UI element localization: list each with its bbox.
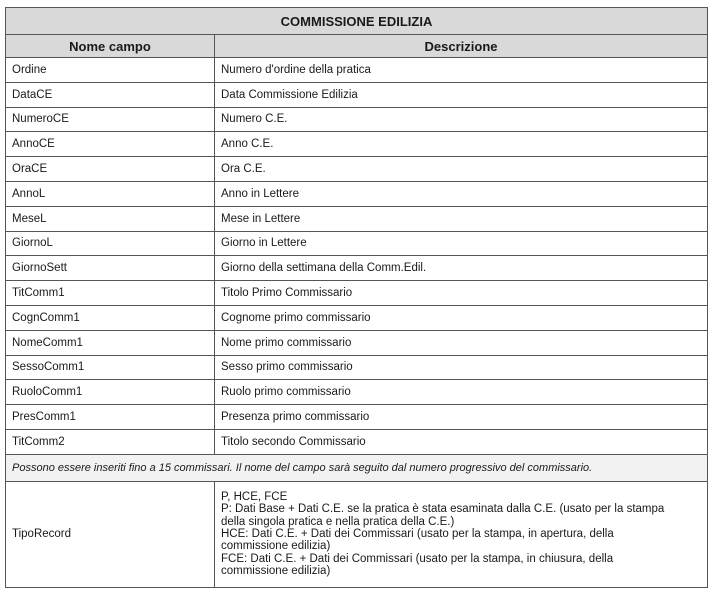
table-row <box>6 429 708 454</box>
field-name-cell: AnnoCE <box>6 132 215 157</box>
field-description-cell: Data Commissione Edilizia <box>215 82 708 107</box>
table-row <box>6 206 708 231</box>
table-row <box>6 405 708 430</box>
field-description-cell: Ruolo primo commissario <box>215 380 708 405</box>
table-row <box>6 58 708 83</box>
field-description-cell: Sesso primo commissario <box>215 355 708 380</box>
note-text: Possono essere inseriti fino a 15 commissari. Il nome del campo sarà seguito dal numero progressivo del commissario. <box>6 454 708 481</box>
field-name-cell: GiornoSett <box>6 256 215 281</box>
field-name-cell: OraCE <box>6 157 215 182</box>
field-description-cell: Ora C.E. <box>215 157 708 182</box>
table-row <box>6 355 708 380</box>
table-body <box>6 58 708 588</box>
table-row <box>6 181 708 206</box>
field-name-cell: NomeComm1 <box>6 330 215 355</box>
description-line: P, HCE, FCE <box>221 490 288 503</box>
table-row <box>6 305 708 330</box>
table-row <box>6 231 708 256</box>
table-row-tiporecord <box>6 481 708 587</box>
field-description-cell: Anno C.E. <box>215 132 708 157</box>
field-name-cell: Ordine <box>6 58 215 83</box>
field-name-cell: SessoComm1 <box>6 355 215 380</box>
field-name-cell: TipoRecord <box>6 481 215 587</box>
field-description-cell: Presenza primo commissario <box>215 405 708 430</box>
table-header-row <box>6 35 708 58</box>
field-description-cell: Nome primo commissario <box>215 330 708 355</box>
column-header-descrizione: Descrizione <box>215 35 708 58</box>
note-row <box>6 454 708 481</box>
field-description-cell: Numero d'ordine della pratica <box>215 58 708 83</box>
description-line: P: Dati Base + Dati C.E. se la pratica è stata esaminata dalla C.E. (usato per la stampa <box>221 503 665 516</box>
description-line: FCE: Dati C.E. + Dati dei Commissari (usato per la stampa, in chiusura, della <box>221 552 614 565</box>
column-header-nome-campo: Nome campo <box>6 35 215 58</box>
fields-table <box>5 7 708 588</box>
field-description-cell: Titolo secondo Commissario <box>215 429 708 454</box>
table-row <box>6 330 708 355</box>
field-description-cell: Mese in Lettere <box>215 206 708 231</box>
description-line: HCE: Dati C.E. + Dati dei Commissari (usato per la stampa, in apertura, della <box>221 528 614 541</box>
table-row <box>6 380 708 405</box>
table-row <box>6 82 708 107</box>
field-name-cell: TitComm2 <box>6 429 215 454</box>
field-description-cell: Giorno della settimana della Comm.Edil. <box>215 256 708 281</box>
description-line: commissione edilizia) <box>221 565 331 578</box>
field-name-cell: RuoloComm1 <box>6 380 215 405</box>
field-description-cell: Cognome primo commissario <box>215 305 708 330</box>
table-row <box>6 281 708 306</box>
field-name-cell: MeseL <box>6 206 215 231</box>
fields-table-container <box>5 7 707 588</box>
field-name-cell: CognComm1 <box>6 305 215 330</box>
field-description-cell: Anno in Lettere <box>215 181 708 206</box>
field-description-cell <box>215 481 708 587</box>
field-name-cell: TitComm1 <box>6 281 215 306</box>
field-description-cell: Giorno in Lettere <box>215 231 708 256</box>
field-name-cell: PresComm1 <box>6 405 215 430</box>
table-title: COMMISSIONE EDILIZIA <box>6 8 708 35</box>
field-description-cell: Titolo Primo Commissario <box>215 281 708 306</box>
table-row <box>6 157 708 182</box>
table-row <box>6 132 708 157</box>
table-row <box>6 107 708 132</box>
field-name-cell: AnnoL <box>6 181 215 206</box>
field-name-cell: GiornoL <box>6 231 215 256</box>
table-title-row <box>6 8 708 35</box>
description-line: commissione edilizia) <box>221 540 331 553</box>
field-name-cell: NumeroCE <box>6 107 215 132</box>
field-name-cell: DataCE <box>6 82 215 107</box>
description-line: della singola pratica e nella pratica della C.E.) <box>221 515 455 528</box>
table-row <box>6 256 708 281</box>
field-description-cell: Numero C.E. <box>215 107 708 132</box>
